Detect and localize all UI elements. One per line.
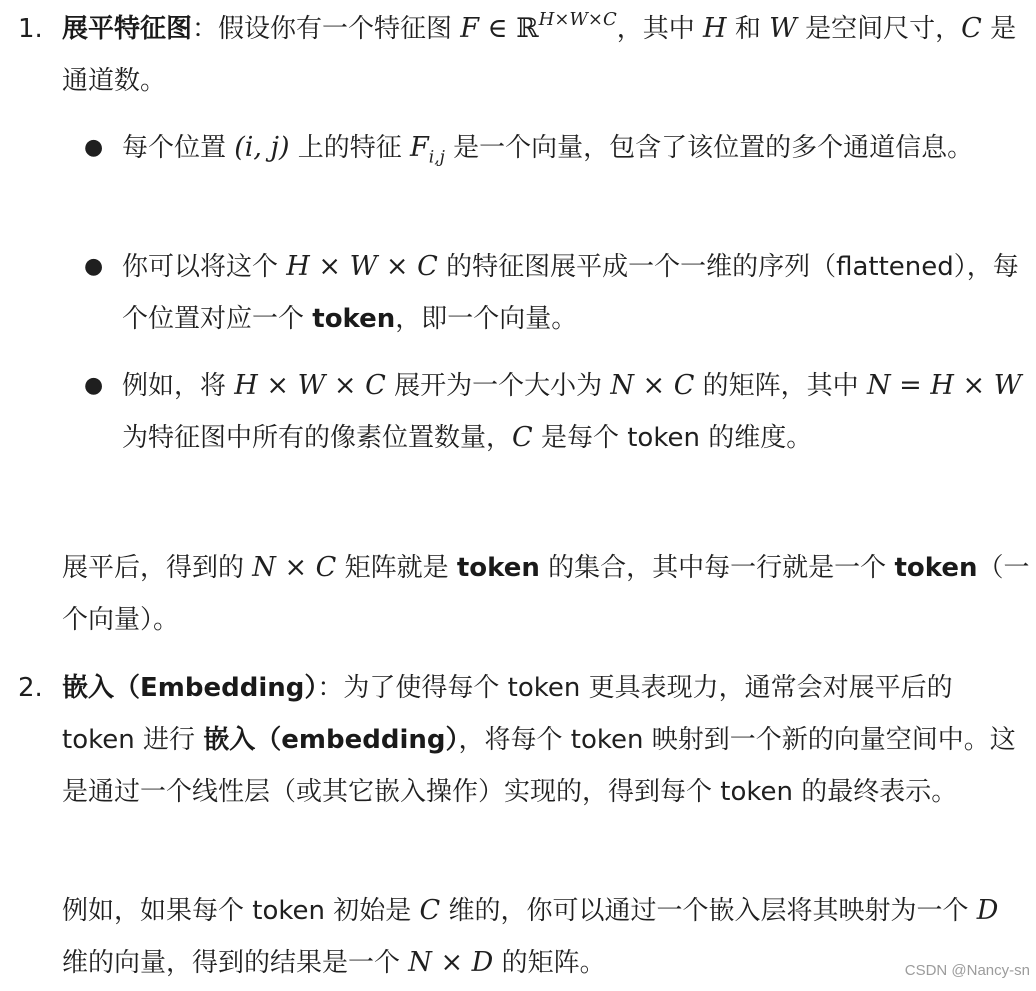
math-C: C — [419, 895, 441, 926]
text-segment: 维的，你可以通过一个嵌入层将其映射为一个 — [440, 896, 977, 926]
math-N-eq-HW: N = H × W — [866, 370, 1022, 401]
math-symbol: F — [460, 13, 480, 44]
text-segment: ，即一个向量。 — [395, 304, 578, 334]
math-ij: (i, j) — [234, 132, 290, 163]
math-symbol: F — [410, 132, 429, 163]
math-HWC: H × W × C — [234, 370, 386, 401]
math-D: D — [976, 895, 999, 926]
item-1-title: 展平特征图 — [62, 14, 193, 44]
bullet-item-3-text — [122, 360, 1034, 464]
text-segment: 为特征图中所有的像素位置数量， — [122, 423, 513, 453]
text-segment: 矩阵就是 — [336, 553, 457, 583]
math-HWC: H × W × C — [286, 251, 438, 282]
text-segment: 每个位置 — [122, 133, 235, 163]
math-F-ij — [410, 132, 445, 168]
text-segment: 是一个向量，包含了该位置的多个通道信息。 — [444, 133, 974, 163]
item-2-title: 嵌入（Embedding） — [62, 673, 318, 703]
paragraph-1-text — [62, 542, 1032, 646]
token-bold: token — [456, 553, 540, 583]
math-W: W — [769, 13, 797, 44]
math-NC: N × C — [610, 370, 695, 401]
math-H: H — [703, 13, 727, 44]
watermark: CSDN @Nancy-sn — [904, 962, 1030, 979]
text-segment: 例如，如果每个 token 初始是 — [62, 896, 420, 926]
bullet-dot-icon: ● — [84, 135, 104, 160]
text-segment: 例如，将 — [122, 371, 235, 401]
text-segment: 是空间尺寸， — [796, 14, 962, 44]
text-segment: 展开为一个大小为 — [385, 371, 611, 401]
text-segment: 是通道数。 — [62, 14, 1017, 96]
list-marker-1: 1. — [18, 14, 43, 44]
text-segment: 的矩阵，其中 — [694, 371, 867, 401]
math-C: C — [961, 13, 982, 44]
math-symbol: ∈ — [479, 13, 517, 44]
bullet-item-1-text — [122, 122, 1034, 174]
text-segment: 的特征图展平成一个一维的序列（flattened），每个位置对应一个 — [122, 252, 1019, 334]
math-NC: N × C — [252, 552, 337, 583]
math-ND: N × D — [408, 947, 494, 978]
bullet-dot-icon: ● — [84, 373, 104, 398]
bullet-item-2-text — [122, 241, 1034, 345]
embedding-bold: 嵌入（embedding） — [203, 725, 459, 755]
text-segment: 上的特征 — [289, 133, 411, 163]
text-segment: ，其中 — [616, 14, 704, 44]
text-segment: （一个向量）。 — [62, 553, 1030, 635]
token-bold: token — [312, 304, 396, 334]
text-segment: 展平后，得到的 — [62, 553, 253, 583]
list-marker-2: 2. — [18, 673, 43, 703]
text-segment: 和 — [726, 14, 770, 44]
text-segment: 的矩阵。 — [493, 948, 606, 978]
text-segment: 是每个 token 的维度。 — [532, 423, 813, 453]
list-item-2-text — [62, 662, 1032, 818]
text-segment: 的集合，其中每一行就是一个 — [539, 553, 895, 583]
paragraph-2-text — [62, 885, 1032, 989]
math-C: C — [512, 422, 533, 453]
math-subscript: i,j — [428, 147, 445, 168]
text-segment: ，将每个 token 映射到一个新的向量空间中。这是通过一个线性层（或其它嵌入操作）实现的，得到每个 token 的最终表示。 — [62, 725, 1016, 807]
list-item-1-text — [62, 3, 1032, 107]
token-bold: token — [894, 553, 978, 583]
math-superscript: H×W×C — [538, 9, 617, 30]
text-segment: 维的向量，得到的结果是一个 — [62, 948, 409, 978]
text-segment: 你可以将这个 — [122, 252, 287, 282]
text-segment: ：为了使得每个 token 更具表现力，通常会对展平后的 token 进行 — [62, 673, 953, 755]
math-symbol: ℝ — [516, 13, 539, 44]
bullet-dot-icon: ● — [84, 254, 104, 279]
math-F — [460, 9, 617, 44]
text-segment: ：假设你有一个特征图 — [192, 14, 461, 44]
